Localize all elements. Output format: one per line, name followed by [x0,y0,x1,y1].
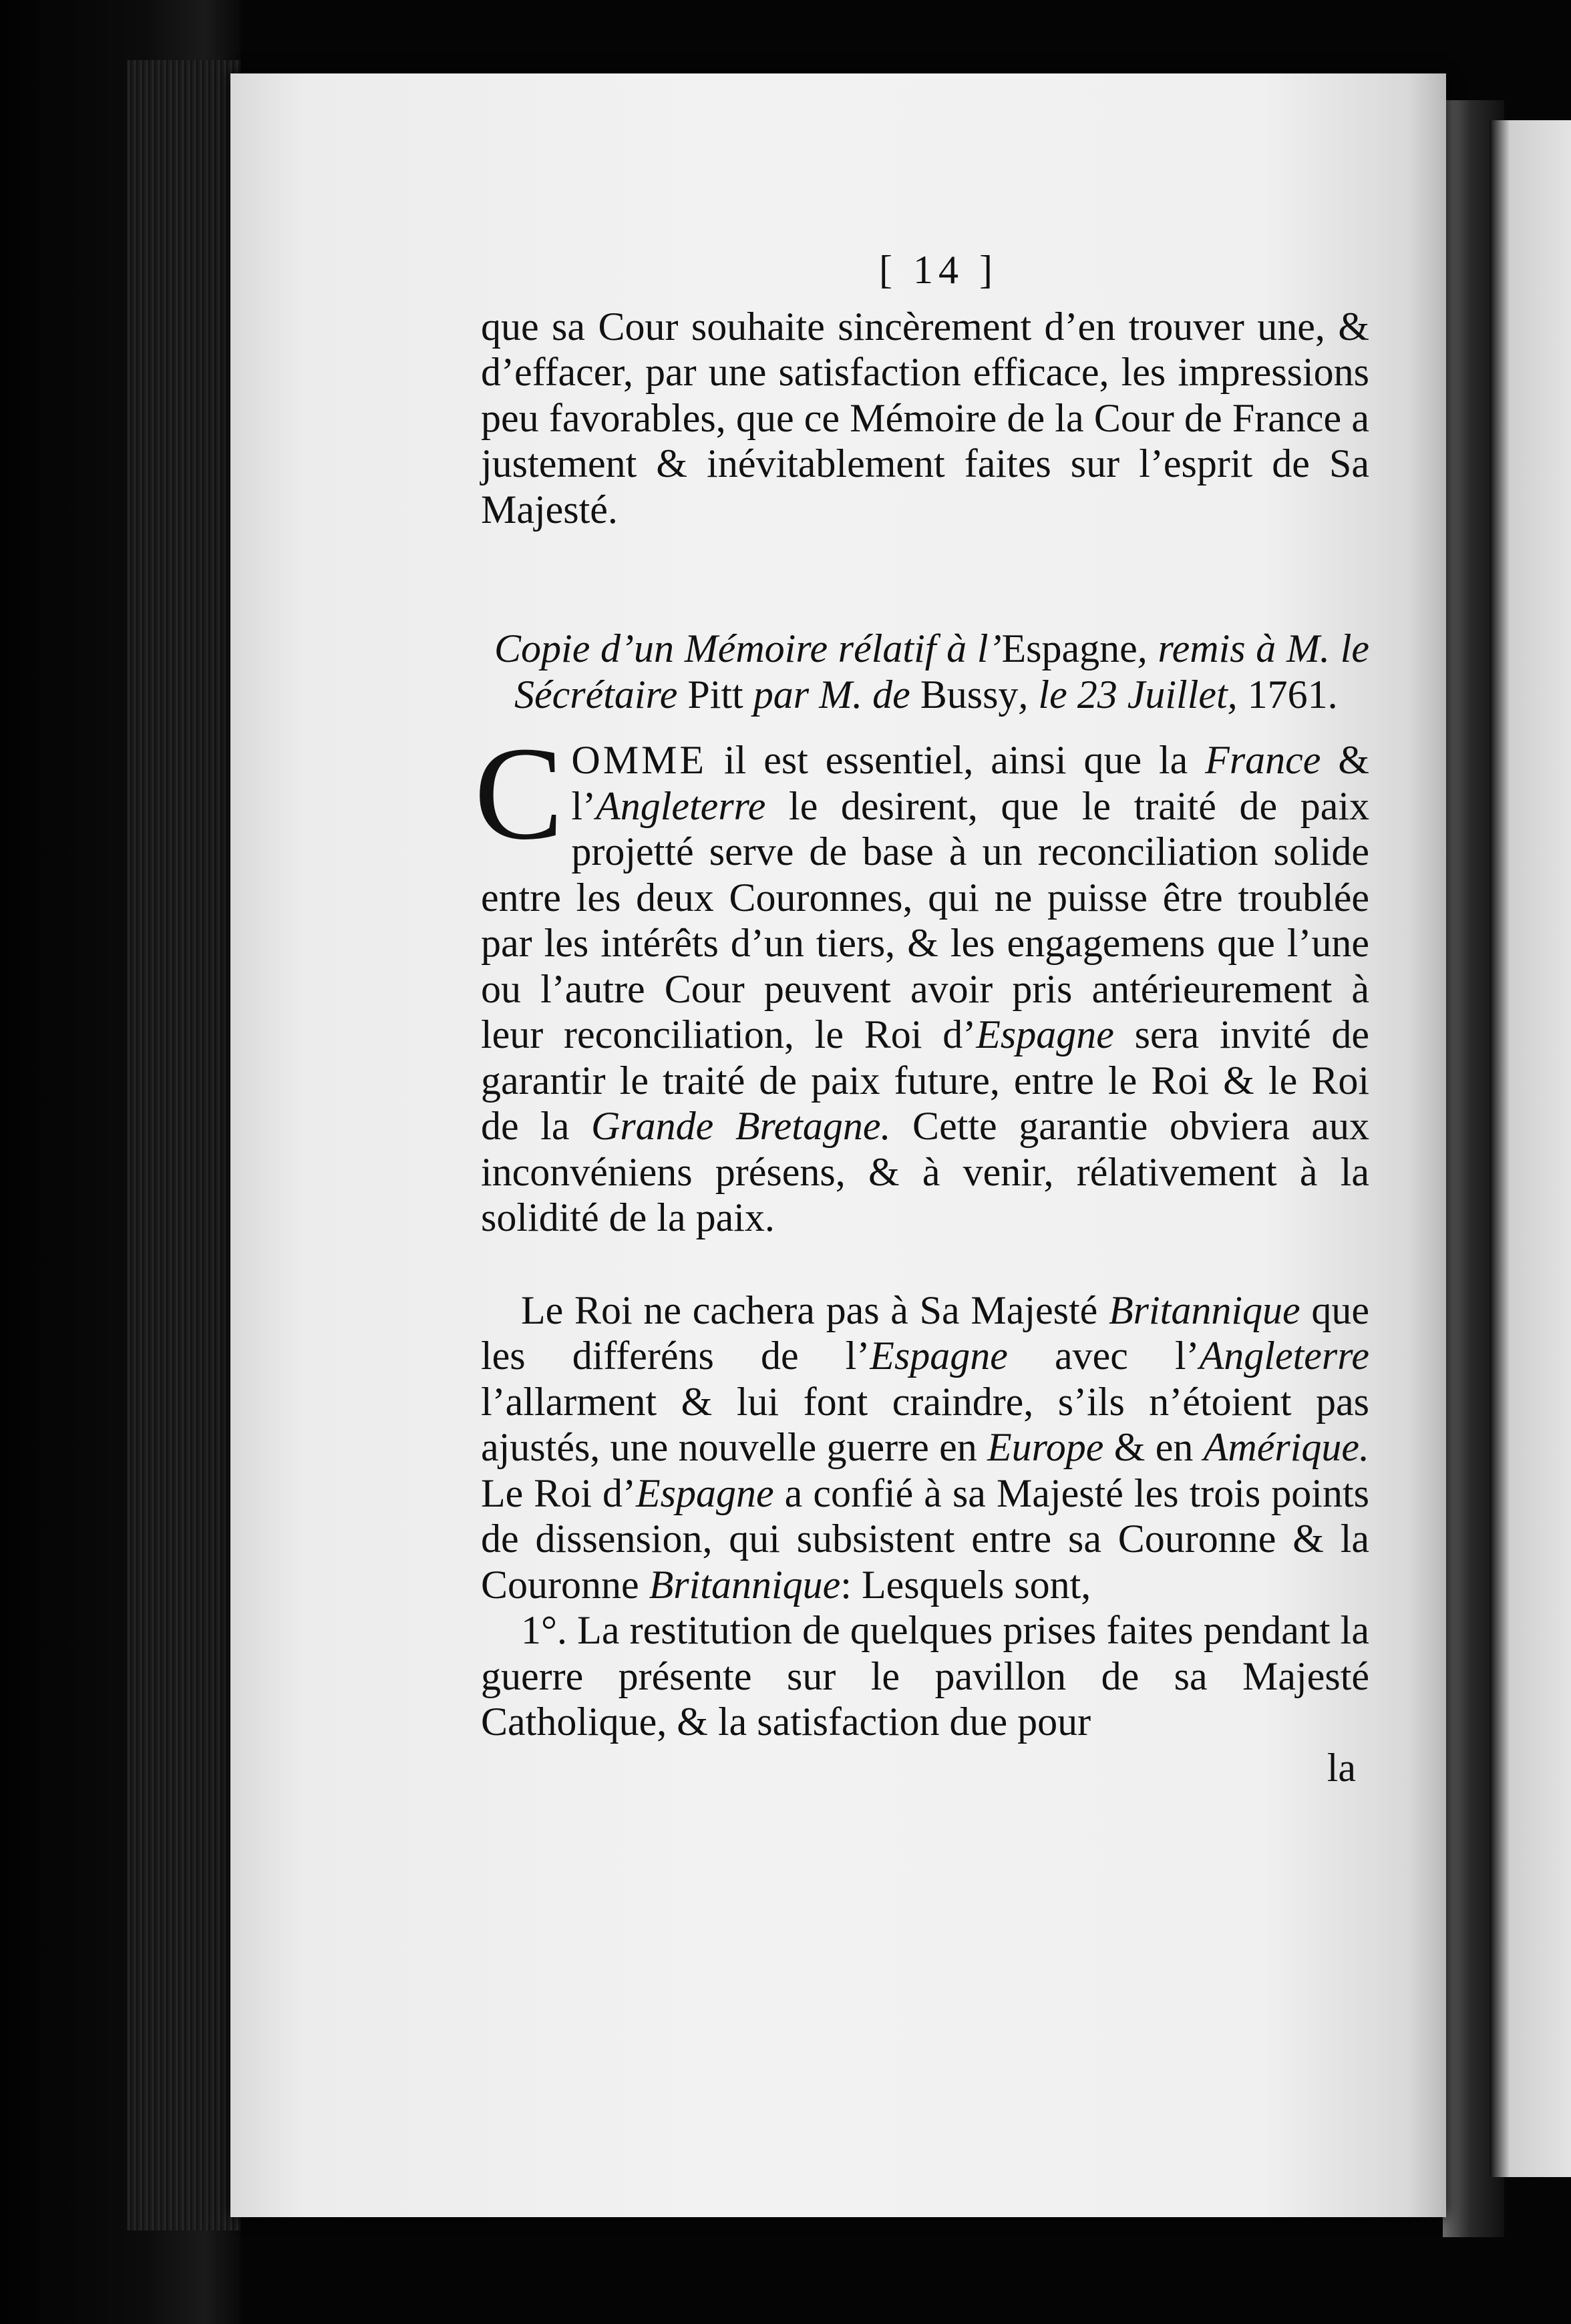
intro-paragraph: que sa Cour souhaite sincèrement d’en trouver une, & d’effacer, par une satisfaction efficace, les impressions peu favorables, que ce Mémoire de la Cour de France a justement & inévitablement faites sur l’esprit de Sa Majesté. [481,304,1369,532]
facing-page-edge [1490,120,1571,2177]
page-number: [ 14 ] [879,248,998,292]
page-text [474,247,1370,1790]
catchword: la [1327,1745,1356,1790]
drop-cap: C [474,720,564,867]
list-item-1: 1°. La restitution de quelques prises faites pendant la guerre présente sur le pavillon de sa Majesté Catholique, & la satisfaction due pour [481,1608,1369,1744]
second-paragraph: Le Roi ne cachera pas à Sa Majesté Britannique que les differéns de l’Espagne avec l’Angleterre l’allarment & lui font craindre, s’ils n’étoient pas ajustés, une nouvelle guerre en Europe & en Amérique. Le Roi d’Espagne a confié à sa Majesté les trois points de dissension, qui subsistent entre sa Couronne & la Couronne Britannique: Lesquels sont, [481,1288,1370,1607]
memoire-paragraph: COMME il est essentiel, ainsi que la France & l’Angleterre le desirent, que le traité de paix projetté serve de base à un reconciliation solide entre les deux Couronnes, qui ne puisse être troublée par les intérêts d’un tiers, & les engagemens que l’une ou l’autre Cour peuvent avoir pris antérieurement à leur reconciliation, le Roi d’Espagne sera invité de garantir le traité de paix future, entre le Roi & le Roi de la Grande Bretagne. Cette garantie obviera aux inconvéniens présens, & à venir, rélativement à la solidité de la paix. [474,720,1369,1239]
memoire-heading: Copie d’un Mémoire rélatif à l’Espagne, remis à M. le Sécrétaire Pitt par M. de Bussy, le 23 Juillet, 1761. [494,626,1369,717]
book-page-edges [127,60,240,2231]
